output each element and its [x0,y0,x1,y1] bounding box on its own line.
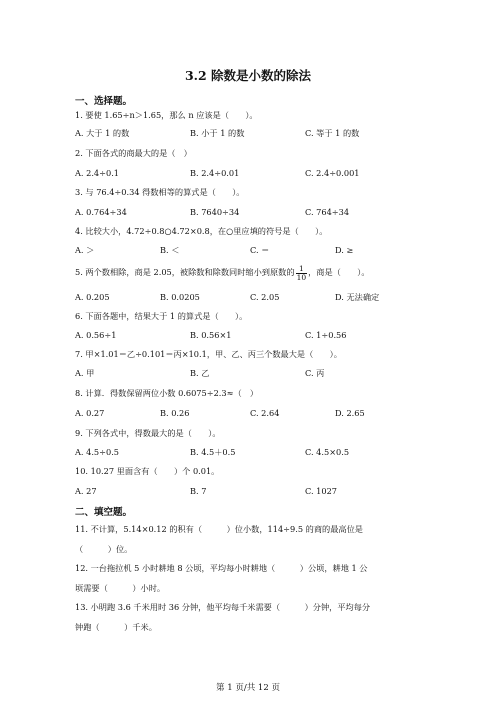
options-8 [75,408,435,419]
option-c[interactable]: C. 1027 [305,486,338,496]
option-b[interactable]: B. 7 [190,486,207,496]
page-footer: 第 1 页/共 12 页 [216,683,280,693]
option-b[interactable]: B. 7640÷34 [190,207,240,217]
question-7: 7. 甲×1.01＝乙÷0.101＝丙×10.1，甲、乙、丙三个数最大是（ ）。 [75,349,342,359]
question-5 [75,263,370,282]
options-9 [75,447,435,458]
option-c[interactable]: C. 4.5×0.5 [305,447,350,457]
option-c[interactable]: C. 2.05 [250,292,280,302]
options-5 [75,292,435,303]
option-d[interactable]: D. 2.65 [335,408,365,418]
section-heading-choice: 一、选择题。 [75,96,133,107]
option-c[interactable]: C. ＝ [250,245,270,255]
option-a[interactable]: A. 4.5÷0.5 [75,447,120,457]
option-b[interactable]: B. 乙 [190,368,210,378]
option-d[interactable]: D. 无法确定 [335,292,380,302]
section-heading-fill: 二、填空题。 [75,507,133,518]
question-11-line-1: 11. 不计算，5.14×0.12 的积有（ ）位小数，114÷9.5 的商的最高位是 [75,524,363,534]
option-b[interactable]: B. 0.56×1 [190,330,232,340]
question-8: 8. 计算．得数保留两位小数 0.6075÷2.3≈（ ） [75,388,259,398]
question-12-line-2: 顷需要（ ）小时。 [75,583,166,593]
question-11-line-2: （ ）位。 [75,544,133,554]
question-3: 3. 与 76.4÷0.34 得数相等的算式是（ ）。 [75,187,245,197]
option-b[interactable]: B. 2.4÷0.01 [190,168,240,178]
option-b[interactable]: B. 小于 1 的数 [190,128,245,138]
option-a[interactable]: A. 0.764÷34 [75,207,127,217]
option-b[interactable]: B. 0.0205 [160,292,200,302]
question-1: 1. 要使 1.65÷n＞1.65，那么 n 应该是（ ）。 [75,110,258,120]
question-6: 6. 下面各题中，结果大于 1 的算式是（ ）。 [75,311,248,321]
option-b[interactable]: B. ＜ [160,245,180,255]
option-a[interactable]: A. 0.205 [75,292,110,302]
option-a[interactable]: A. 甲 [75,368,95,378]
question-5-text-b: ，商是（ ）。 [308,267,370,277]
fraction-denominator: 10 [296,272,307,282]
option-d[interactable]: D. ≥ [335,245,354,255]
option-a[interactable]: A. 0.27 [75,408,105,418]
option-c[interactable]: C. 丙 [305,368,325,378]
question-5-text-a: 5. 两个数相除，商是 2.05，被除数和除数同时缩小到原数的 [75,267,295,277]
option-a[interactable]: A. 0.56÷1 [75,330,117,340]
option-a[interactable]: A. ＞ [75,245,95,255]
question-9: 9. 下列各式中，得数最大的是（ ）。 [75,428,221,438]
option-c[interactable]: C. 1÷0.56 [305,330,347,340]
options-1 [75,128,435,139]
options-7 [75,368,435,379]
question-4: 4. 比较大小，4.72÷0.8○4.72×0.8，在○里应填的符号是（ ）。 [75,226,328,236]
question-12-line-1: 12. 一台拖拉机 5 小时耕地 8 公顷，平均每小时耕地（ ）公顷，耕地 1 公 [75,563,368,573]
option-a[interactable]: A. 2.4÷0.1 [75,168,120,178]
fraction-numerator: 1 [296,265,308,274]
option-a[interactable]: A. 大于 1 的数 [75,128,130,138]
option-a[interactable]: A. 27 [75,486,97,496]
question-13-line-2: 钟跑（ ）千米。 [75,622,157,632]
question-10: 10. 10.27 里面含有（ ）个 0.01。 [75,466,220,476]
option-b[interactable]: B. 0.26 [160,408,190,418]
fraction-one-tenth [296,265,308,282]
page-title: 3.2 除数是小数的除法 [184,68,312,83]
option-c[interactable]: C. 764÷34 [305,207,350,217]
question-13-line-1: 13. 小明跑 3.6 千米用时 36 分钟，他平均每千米需要（ ）分钟，平均每分 [75,602,371,612]
options-3 [75,207,435,218]
options-2 [75,168,435,179]
options-10 [75,486,435,497]
options-4 [75,245,435,256]
option-b[interactable]: B. 4.5＋0.5 [190,447,236,457]
option-c[interactable]: C. 2.64 [250,408,280,418]
option-c[interactable]: C. 2.4÷0.001 [305,168,360,178]
options-6 [75,330,435,341]
option-c[interactable]: C. 等于 1 的数 [305,128,360,138]
question-2: 2. 下面各式的商最大的是（ ） [75,148,192,158]
